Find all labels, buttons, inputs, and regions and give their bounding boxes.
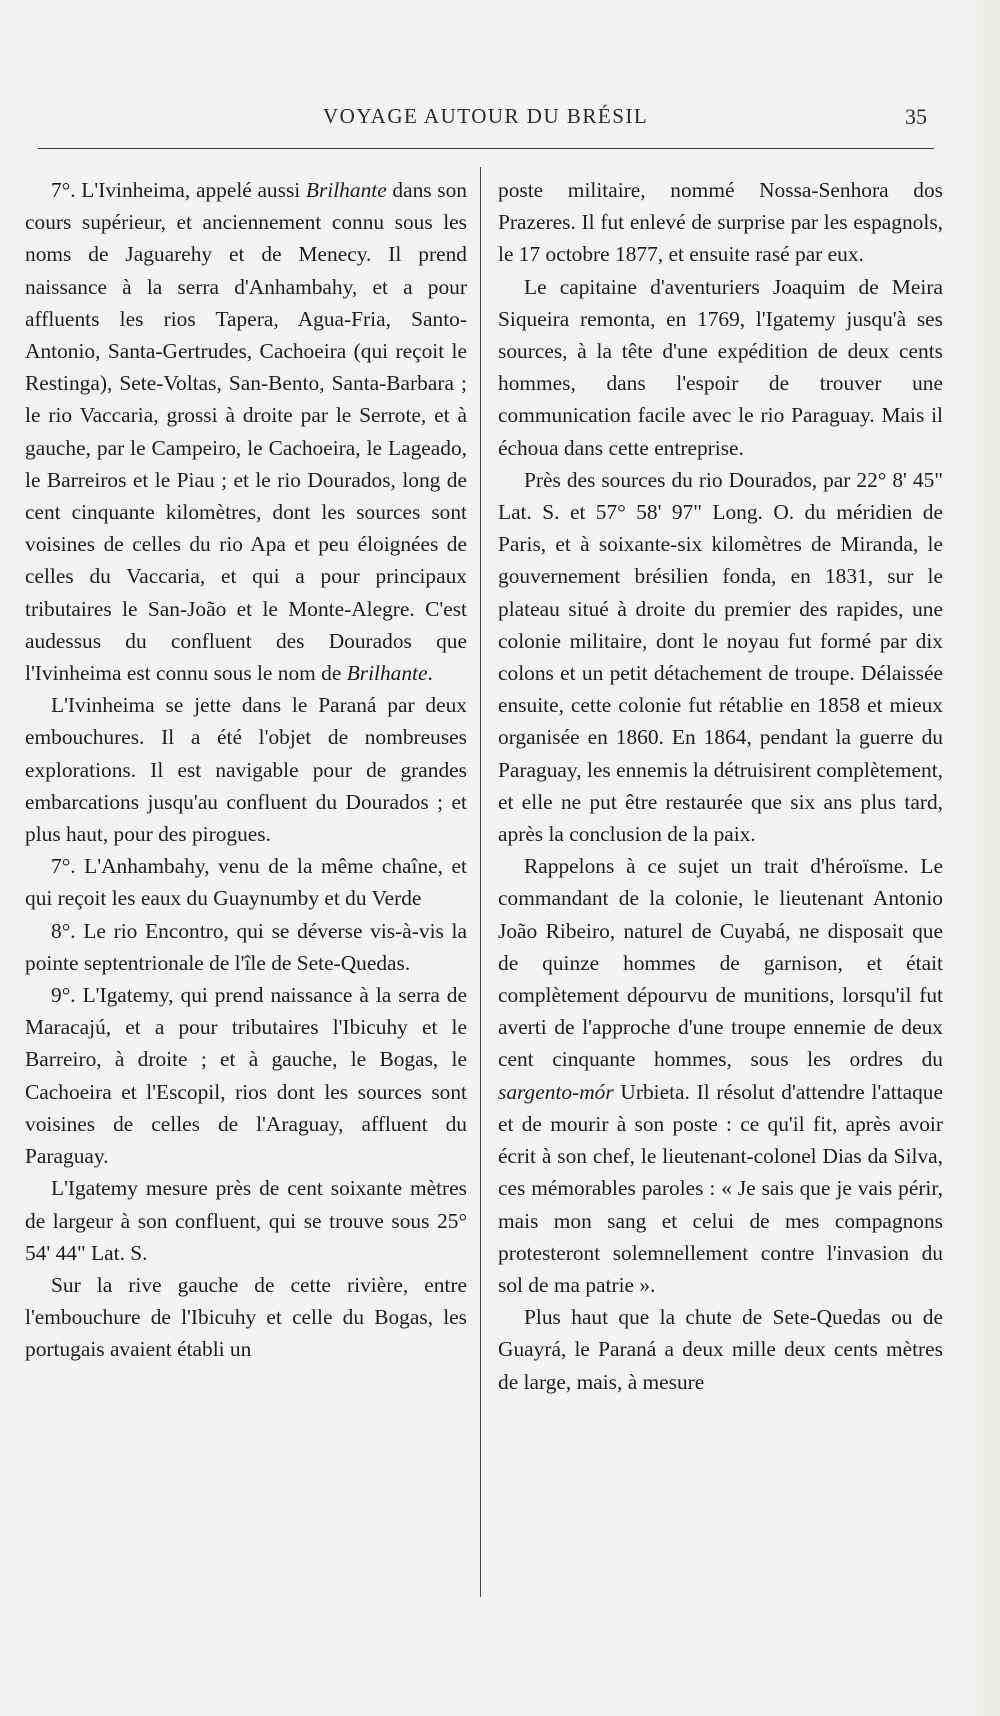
text-run: . — [427, 661, 433, 686]
page-header — [0, 104, 1000, 136]
header-rule — [38, 148, 934, 149]
text-run: dans son cours supérieur, et anciennement connu sous les noms de Jaguarehy et de Menecy. Il prend naissance à la serra d'Anhambahy, et a pour affluents les rios Tapera, Agua-Fria, Santo-Antonio, Santa-Gertrudes, Cachoeira (qui reçoit le Restinga), Sete-Voltas, San-Bento, Santa-Barbara ; le rio Vaccaria, grossi à droite par le Serrote, et à gauche, par le Campeiro, le Cachoeira, le Lageado, le Barreiros et le Piau ; et le rio Dourados, long de cent cinquante kilomètres, dont les sources sont voisines de celles du rio Apa et peu éloignées de celles du Vaccaria, et qui a pour principaux tributaires le San-João et le Monte-Alegre. C'est audessus du confluent des Dourados que l'Ivinheima est connu sous le nom de — [25, 178, 467, 686]
page-number: 35 — [905, 104, 927, 129]
paragraph-sete-quedas: Plus haut que la chute de Sete-Quedas ou de Guayrá, le Paraná a deux mille deux cents mètres de large, mais, à mesure — [498, 1305, 943, 1394]
running-title: VOYAGE AUTOUR DU BRÉSIL — [323, 104, 649, 128]
paragraph-rive-gauche: Sur la rive gauche de cette rivière, entre l'embouchure de l'Ibicuhy et celle du Bogas, les portugais avaient établi un — [25, 1272, 467, 1362]
italic-term: sargento-mór — [498, 1079, 614, 1104]
paragraph-capitaine: Le capitaine d'aventuriers Joaquim de Meira Siqueira remonta, en 1769, l'Igatemy jusqu'à ses sources, à la tête d'une expédition de deux cents hommes, dans l'espoir de trouver une communication facile avec le rio Paraguay. Mais il échoua dans cette entreprise. — [498, 274, 943, 460]
paragraph-dourados-colonie: Près des sources du rio Dourados, par 22° 8' 45" Lat. S. et 57° 58' 97" Long. O. du méridien de Paris, et à soixante-six kilomètres de Miranda, le gouvernement brésilien fonda, en 1831, sur le plateau situé à droite du premier des rapides, une colonie militaire, dont le noyau fut formé par dix colons et un petit détachement de troupe. Délaissée ensuite, cette colonie fut rétablie en 1858 et mieux organisée en 1860. En 1864, pendant la guerre du Paraguay, les ennemis la détruisirent complètement, et elle ne put être restaurée que six ans plus tard, après la conclusion de la paix. — [498, 467, 943, 847]
paragraph-igatemy: 9°. L'Igatemy, qui prend naissance à la serra de Maracajú, et a pour tributaires l'Ibicuhy et le Barreiro, à droite ; et à gauche, le Bogas, le Cachoeira et l'Escopil, rios dont les sources sont voisines de celles de l'Araguay, affluent du Paraguay. — [25, 983, 467, 1169]
italic-term: Brilhante — [346, 661, 428, 686]
text-run: 7°. L'Ivinheima, appelé aussi — [51, 178, 306, 202]
paragraph-ivinheima — [25, 174, 467, 689]
paragraph-heroisme — [498, 850, 943, 1301]
paragraph-igatemy-width: L'Igatemy mesure près de cent soixante mètres de largeur à son confluent, qui se trouve sous 25° 54' 44" Lat. S. — [25, 1176, 467, 1265]
paragraph-poste-militaire: poste militaire, nommé Nossa-Senhora dos Prazeres. Il fut enlevé de surprise par les espagnols, le 17 octobre 1877, et ensuite rasé par eux. — [498, 178, 943, 267]
paragraph-ivinheima-parana: L'Ivinheima se jette dans le Paraná par deux embouchures. Il a été l'objet de nombreuses explorations. Il est navigable pour de grandes embarcations jusqu'au confluent du Dourados ; et plus haut, pour des pirogues. — [25, 693, 467, 847]
right-column — [498, 174, 943, 1398]
text-run: Urbieta. Il résolut d'attendre l'attaque et de mourir à son poste : ce qu'il fit, après avoir écrit à son chef, le lieutenant-colonel Dias da Silva, ces mémorables paroles : « Je sais que je vais périr, mais mon sang et celui de mes compagnons protesteront solemnellement contre l'invasion du sol de ma patrie ». — [498, 1079, 943, 1297]
paragraph-anhambahy: 7°. L'Anhambahy, venu de la même chaîne, et qui reçoit les eaux du Guaynumby et du Verde — [25, 854, 467, 911]
page-edge-shading — [960, 0, 1000, 1716]
italic-term: Brilhante — [305, 178, 387, 202]
text-run: Rappelons à ce sujet un trait d'héroïsme. Le commandant de la colonie, le lieutenant Antonio João Ribeiro, naturel de Cuyabá, ne disposait que de quinze hommes de garnison, et était complètement dépourvu de munitions, lorsqu'il fut averti de l'approche d'une troupe ennemie de deux cent cinquante hommes, sous les ordres du — [498, 854, 943, 1072]
paragraph-encontro: 8°. Le rio Encontro, qui se déverse vis-à-vis la pointe septentrionale de l'île de Sete-Quedas. — [25, 918, 467, 975]
left-column — [25, 174, 467, 1366]
column-divider — [480, 167, 481, 1597]
